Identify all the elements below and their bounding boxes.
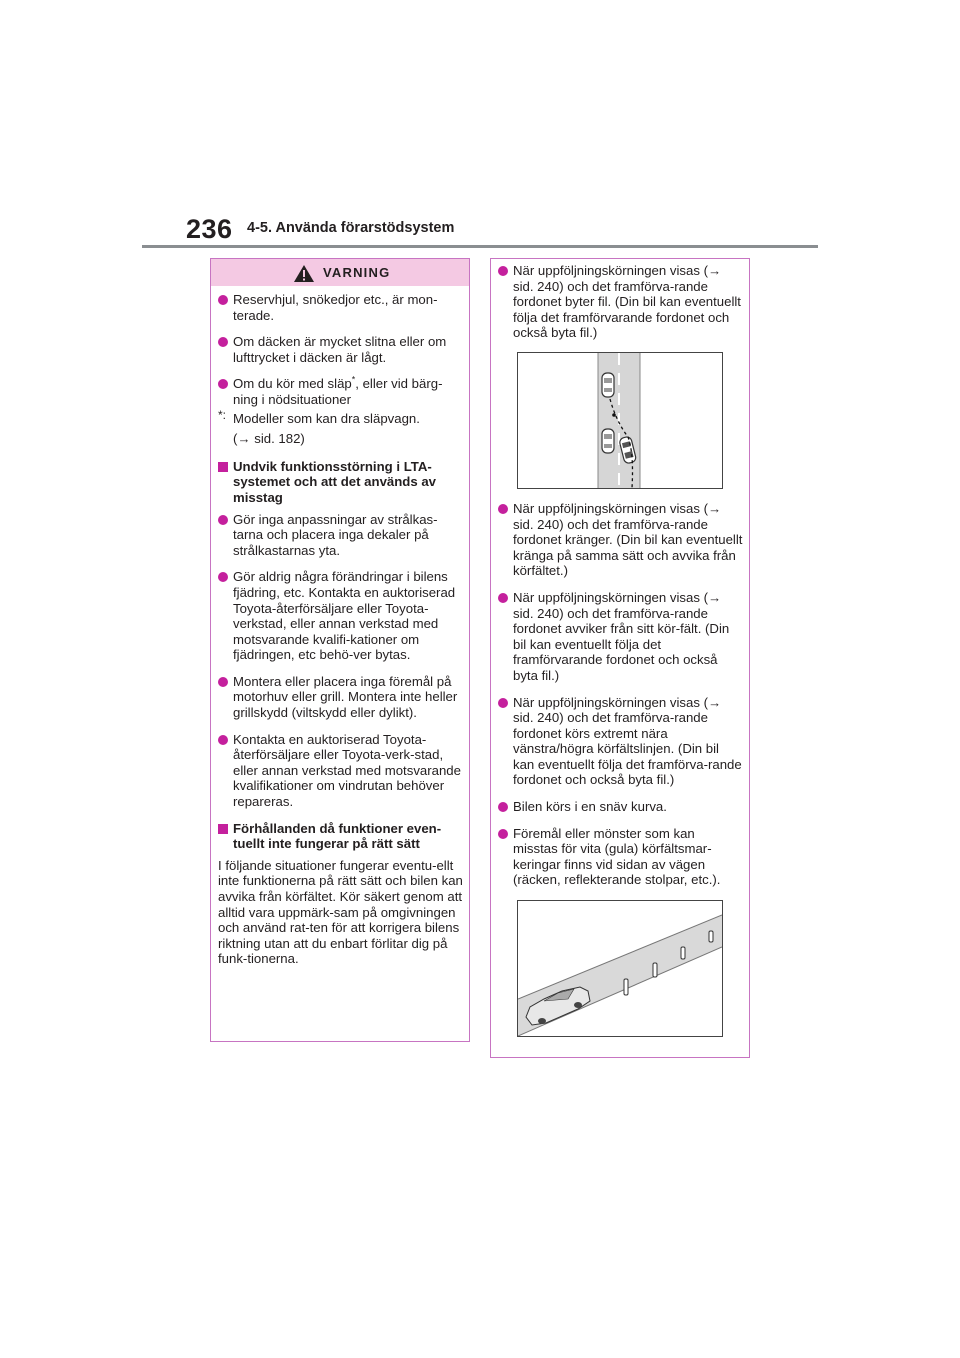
lane-change-figure — [518, 353, 722, 488]
warning-triangle-icon — [293, 264, 315, 283]
bullet-icon — [498, 593, 508, 603]
list-item: Föremål eller mönster som kan misstas för vita (gula) körfältsmar-keringar finns vid sidan av vägen (räcken, reflekterande stolpar, etc.). — [498, 826, 743, 888]
list-item: Kontakta en auktoriserad Toyota-återförsäljare eller Toyota-verk-stad, eller annan verkstad med motsvarande kvalifikationer om vindrutan behöver repareras. — [218, 732, 463, 810]
list-item: När uppföljningskörningen visas (→ sid. 240) och det framförva-rande fordonet byter fil. (Din bil kan eventuellt följa det framförvarande fordonet och också byta fil.) — [498, 263, 743, 341]
bullet-icon — [498, 698, 508, 708]
warning-header — [211, 259, 469, 286]
bullet-icon — [498, 504, 508, 514]
bullet-icon — [498, 802, 508, 812]
footnote — [218, 407, 463, 447]
continued-box — [490, 258, 750, 1058]
square-bullet-icon — [218, 824, 228, 834]
list-item: Montera eller placera inga föremål på motorhuv eller grill. Montera inte heller grillskydd (viltskydd eller dylikt). — [218, 674, 463, 721]
warning-content — [211, 286, 469, 967]
warning-title: VARNING — [323, 265, 391, 280]
footnote-star: * — [351, 374, 356, 385]
lane-change-illustration — [517, 352, 723, 489]
list-item: När uppföljningskörningen visas (→ sid. 240) och det framförva-rande fordonet avviker från sitt kör-fält. (Din bil kan eventuellt följa det framförvarande fordonet och också byta fil.) — [498, 590, 743, 684]
list-item: Bilen körs i en snäv kurva. — [498, 799, 743, 815]
continued-content — [491, 259, 749, 1037]
header-rule — [142, 245, 818, 248]
list-item: Om du kör med släp*, eller vid bärg-ning i nödsituationer — [218, 376, 463, 407]
bullet-icon — [498, 829, 508, 839]
list-item: Gör inga anpassningar av strålkas-tarna och placera inga dekaler på strålkastarnas yta. — [218, 512, 463, 559]
list-item: Om däcken är mycket slitna eller om lufttrycket i däcken är lågt. — [218, 334, 463, 365]
bullet-icon — [218, 379, 228, 389]
section-heading: Undvik funktionsstörning i LTA-systemet och att det används av misstag — [218, 459, 463, 506]
bullet-icon — [498, 266, 508, 276]
list-item: När uppföljningskörningen visas (→ sid. 240) och det framförva-rande fordonet kränger. (Din bil kan eventuellt kränga på samma sätt och avvika från körfältet.) — [498, 501, 743, 579]
bullet-icon — [218, 572, 228, 582]
bullet-icon — [218, 735, 228, 745]
car-icon — [602, 429, 614, 453]
footnote-text: Modeller som kan dra släpvagn. — [233, 410, 420, 426]
chapter-title: 4-5. Använda förarstödsystem — [247, 220, 455, 236]
bullet-icon — [218, 337, 228, 347]
square-bullet-icon — [218, 462, 228, 472]
footnote-mark: *: — [218, 407, 227, 422]
list-item: När uppföljningskörningen visas (→ sid. 240) och det framförva-rande fordonet körs extremt nära vänstra/högra körfältslinjen. (Din bil kan eventuellt följa det framförva-rande fordonet och också byta fil.) — [498, 695, 743, 789]
page-header — [0, 0, 960, 250]
paragraph: I följande situationer fungerar eventu-ellt inte funktionerna på rätt sätt och bilen kan avvika från körfältet. Kör säkert genom att alltid vara uppmärk-sam på omgivningen och använd rat-ten för att korrigera bilens riktning utan att du enbart förlitar dig på funk-tionerna. — [218, 857, 463, 967]
warning-box — [210, 258, 470, 1042]
roadside-poles-illustration — [517, 900, 723, 1037]
list-item: Gör aldrig några förändringar i bilens fjädring, etc. Kontakta en auktoriserad Toyota-återförsäljare eller Toyota-verkstad, eller annan verkstad med motsvarande kvalifi-kationer om fjädringen, etc behö-ver bytas. — [218, 569, 463, 663]
bullet-icon — [218, 295, 228, 305]
roadside-figure — [518, 901, 722, 1036]
page-number: 236 — [186, 214, 233, 244]
bullet-icon — [218, 677, 228, 687]
footnote-ref: (→ sid. 182) — [233, 431, 305, 447]
section-heading: Förhållanden då funktioner even-tuellt inte fungerar på rätt sätt — [218, 821, 463, 852]
bullet-icon — [218, 515, 228, 525]
car-icon — [602, 373, 614, 397]
list-item: Reservhjul, snökedjor etc., är mon-terade. — [218, 292, 463, 323]
